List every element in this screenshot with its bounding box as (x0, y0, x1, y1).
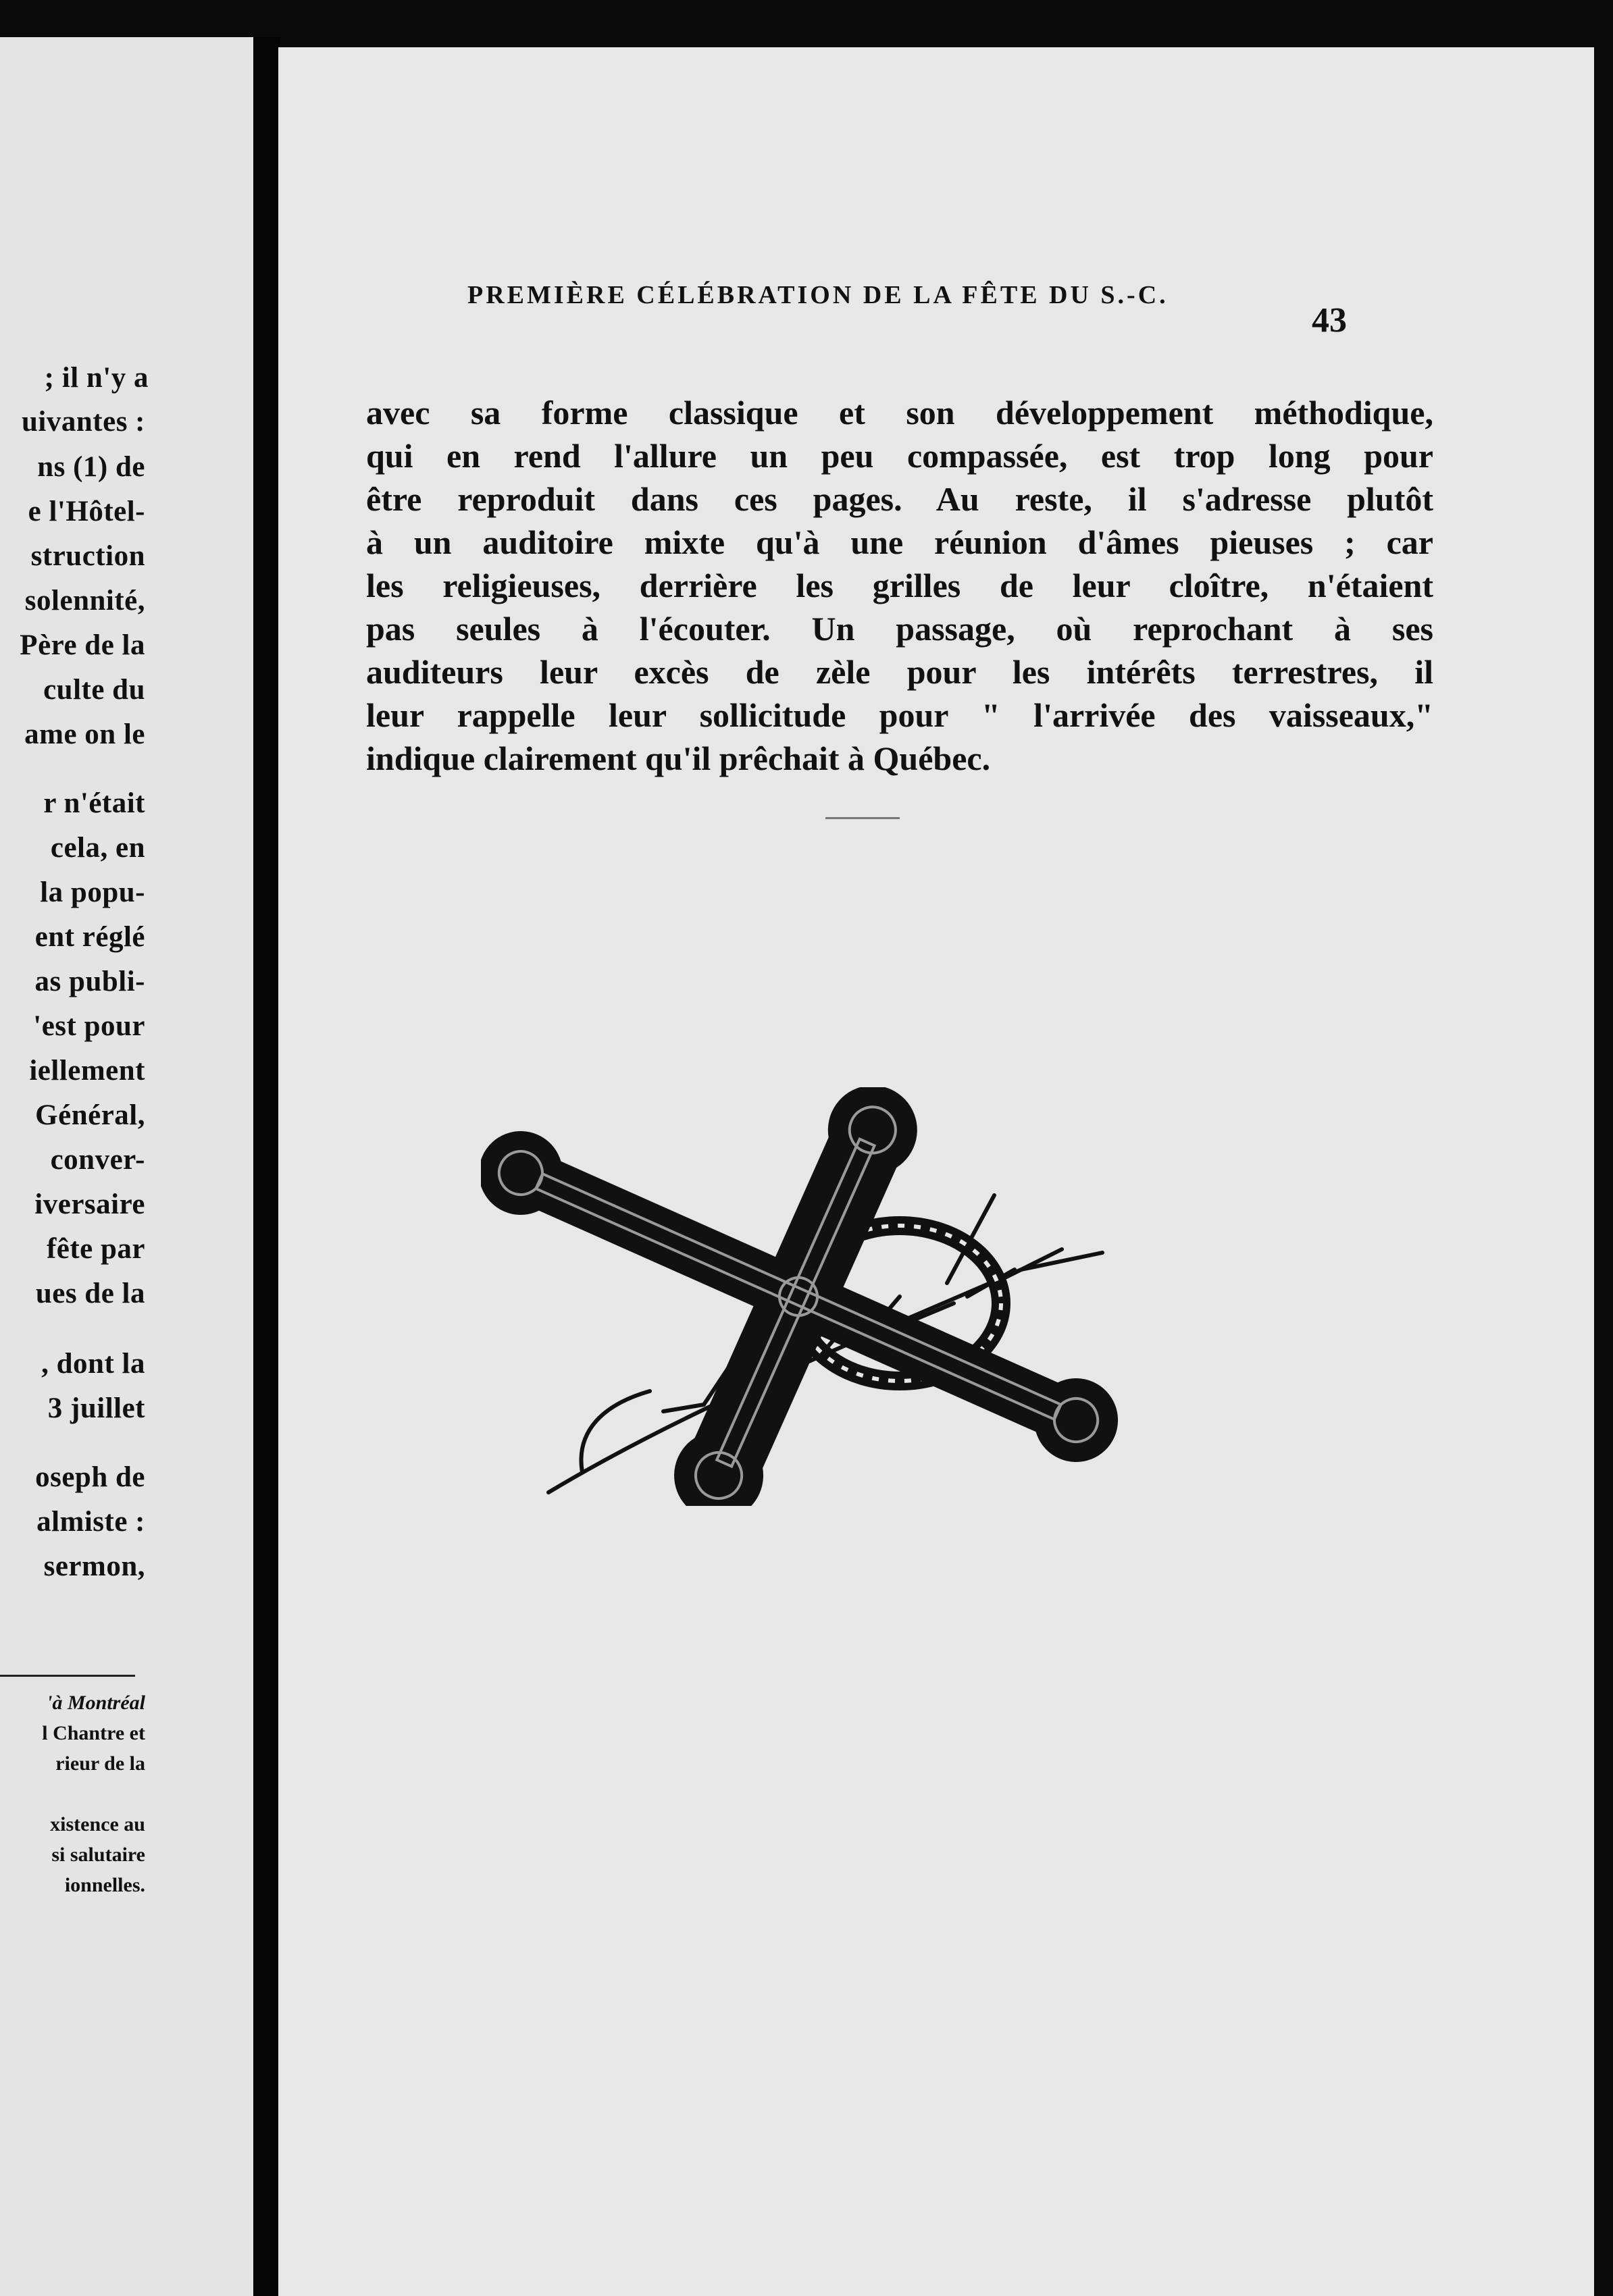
left-line: iellement (29, 1055, 145, 1087)
left-footnote-line: si salutaire (51, 1844, 145, 1866)
left-line: oseph de (35, 1461, 145, 1493)
page-number: 43 (1312, 301, 1347, 340)
left-line: solennité, (24, 585, 145, 617)
book-gutter (253, 37, 280, 2296)
left-line: culte du (43, 674, 145, 706)
left-line: uivantes : (22, 406, 145, 438)
left-line: fête par (46, 1233, 145, 1265)
left-line: sermon, (43, 1550, 145, 1582)
left-line: ns (1) de (37, 451, 145, 483)
left-line: r n'était (43, 787, 145, 819)
left-line: 3 juillet (47, 1392, 145, 1424)
left-line: conver- (50, 1144, 145, 1176)
running-head: PREMIÈRE CÉLÉBRATION DE LA FÊTE DU S.-C. (467, 281, 1169, 309)
left-line: ame on le (24, 719, 145, 750)
footnote-rule (0, 1675, 135, 1677)
left-footnote-line: xistence au (50, 1813, 145, 1835)
left-line: ; il n'y a (44, 362, 149, 394)
left-page (0, 37, 253, 2296)
left-line: Général, (35, 1099, 145, 1131)
left-footnote-line: 'à Montréal (47, 1692, 145, 1714)
text-line: indique clairement qu'il prêchait à Québec. (366, 739, 991, 777)
text-line: pas seules à l'écouter. Un passage, où reprochant à ses (366, 610, 1433, 648)
text-line: auditeurs leur excès de zèle pour les intérêts terrestres, il (366, 653, 1433, 691)
right-page (278, 47, 1594, 2296)
cross-ornament-icon (481, 1087, 1170, 1509)
text-line: avec sa forme classique et son développement méthodique, (366, 394, 1433, 432)
left-footnote-line: l Chantre et (42, 1722, 145, 1744)
left-line: struction (30, 540, 145, 572)
left-line: e l'Hôtel- (28, 496, 145, 527)
left-line: ues de la (35, 1278, 145, 1309)
left-line: , dont la (41, 1348, 145, 1380)
left-line: Père de la (20, 629, 145, 661)
left-line: 'est pour (33, 1010, 145, 1042)
left-line: iversaire (34, 1189, 145, 1220)
left-line: ent réglé (34, 921, 145, 953)
left-footnote-line: rieur de la (55, 1752, 145, 1775)
left-line: almiste : (36, 1506, 145, 1538)
text-line: les religieuses, derrière les grilles de leur cloître, n'étaient (366, 567, 1433, 604)
left-footnote-line: ionnelles. (64, 1874, 145, 1896)
right-page-edge (1594, 47, 1613, 2296)
left-line: as publi- (34, 966, 145, 997)
text-line: être reproduit dans ces pages. Au reste, il s'adresse plutôt (366, 480, 1433, 518)
dash-mark (825, 817, 900, 819)
text-line: qui en rend l'allure un peu compassée, est trop long pour (366, 437, 1433, 475)
left-line: cela, en (50, 832, 145, 864)
text-line: à un auditoire mixte qu'à une réunion d'âmes pieuses ; car (366, 523, 1433, 561)
text-line: leur rappelle leur sollicitude pour " l'arrivée des vaisseaux," (366, 696, 1433, 734)
left-line: la popu- (40, 877, 145, 908)
